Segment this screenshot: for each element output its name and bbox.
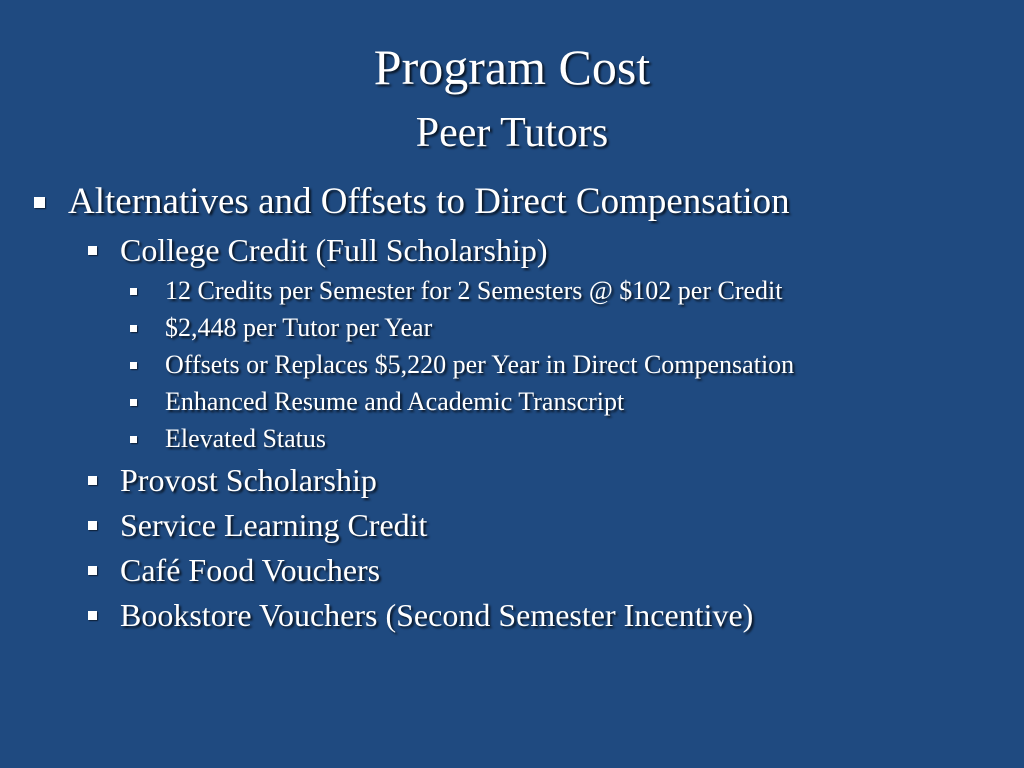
square-bullet-icon <box>130 436 137 443</box>
square-bullet-icon <box>88 521 97 530</box>
sub-bullet-item <box>165 275 782 307</box>
bullet-text: 12 Credits per Semester for 2 Semesters @ $102 per Credit <box>165 276 783 305</box>
square-bullet-icon <box>34 197 45 208</box>
slide-subtitle: Peer Tutors <box>415 110 609 156</box>
bullet-text: Enhanced Resume and Academic Transcript <box>165 387 625 416</box>
square-bullet-icon <box>130 399 137 406</box>
bullet-text: Bookstore Vouchers (Second Semester Incentive) <box>120 597 754 633</box>
bullet-item-college-credit <box>120 230 548 270</box>
slide-title: Program Cost <box>373 39 651 95</box>
sub-bullet-item <box>165 349 794 381</box>
bullet-text: Service Learning Credit <box>120 507 428 543</box>
bullet-item-cafe-vouchers <box>120 550 380 590</box>
sub-bullet-item <box>165 386 624 418</box>
square-bullet-icon <box>88 611 97 620</box>
square-bullet-icon <box>88 566 97 575</box>
square-bullet-icon <box>130 325 137 332</box>
bullet-text: Offsets or Replaces $5,220 per Year in Direct Compensation <box>165 350 795 379</box>
bullet-text: Alternatives and Offsets to Direct Compensation <box>68 181 790 222</box>
square-bullet-icon <box>130 362 137 369</box>
sub-bullet-item <box>165 312 432 344</box>
bullet-text: Café Food Vouchers <box>120 552 381 588</box>
bullet-text: College Credit (Full Scholarship) <box>120 232 548 268</box>
square-bullet-icon <box>130 288 137 295</box>
sub-bullet-item <box>165 423 326 455</box>
bullet-item-alternatives <box>68 180 790 224</box>
bullet-text: Provost Scholarship <box>120 462 377 498</box>
bullet-text: $2,448 per Tutor per Year <box>165 313 433 342</box>
bullet-item-bookstore-vouchers <box>120 595 753 635</box>
bullet-item-service-learning <box>120 505 427 545</box>
square-bullet-icon <box>88 476 97 485</box>
bullet-item-provost-scholarship <box>120 460 377 500</box>
bullet-text: Elevated Status <box>165 424 327 453</box>
square-bullet-icon <box>88 246 97 255</box>
